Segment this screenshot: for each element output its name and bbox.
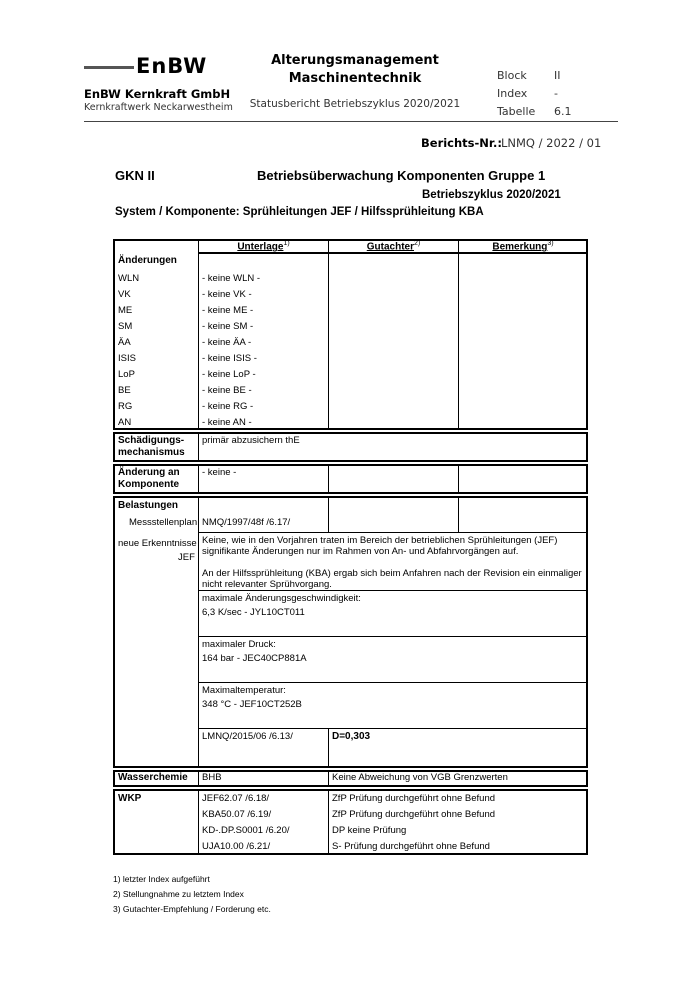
water-chemistry-value: BHB — [202, 772, 222, 783]
meta-value-tabelle: 6.1 — [554, 105, 572, 118]
title-line-1: Alterungsmanagement — [271, 53, 439, 68]
system-heading: System / Komponente: Sprühleitungen JEF / Hilfssprühleitung KBA — [115, 206, 484, 218]
damage-mechanism-label-2: mechanismus — [118, 447, 185, 458]
document-title — [240, 52, 470, 88]
component-change-block — [113, 464, 588, 494]
water-chemistry-label: Wasserchemie — [118, 772, 188, 783]
change-code: BE — [118, 385, 131, 396]
new-findings-label-2: JEF — [178, 552, 195, 563]
component-change-label-1: Änderung an — [118, 467, 180, 478]
max-temperature-label: Maximaltemperatur: — [202, 685, 286, 696]
change-value: - keine SM - — [202, 321, 254, 332]
change-value: - keine WLN - — [202, 273, 261, 284]
meta-value-block: II — [554, 69, 561, 82]
new-findings-text-2: An der Hilfssprühleitung (KBA) ergab sich beim Anfahren nach der Revision ein einmaliger nicht relevanter Sprühvorgang. — [202, 568, 582, 590]
logo-bar — [84, 66, 134, 69]
new-findings-text-1: Keine, wie in den Vorjahren traten im Bereich der betrieblichen Sprühleitungen (JEF) signifikante Änderungen nur im Rahmen von An- und Abfahrvorgängen auf. — [202, 535, 558, 557]
max-pressure-value: 164 bar - JEC40CP881A — [202, 653, 307, 664]
change-code: WLN — [118, 273, 140, 284]
change-value: - keine ME - — [202, 305, 254, 316]
plant-name: Kernkraftwerk Neckarwestheim — [84, 102, 233, 113]
wkp-result: S- Prüfung durchgeführt ohne Befund — [332, 841, 490, 852]
meta-label-index: Index — [497, 87, 528, 100]
change-code: SM — [118, 321, 133, 332]
change-code: AN — [118, 417, 132, 428]
meta-label-block: Block — [497, 69, 527, 82]
wkp-result: DP keine Prüfung — [332, 825, 407, 836]
column-header-unterlage: Unterlage$^{1)}$ — [237, 240, 290, 253]
max-rate-value: 6,3 K/sec - JYL10CT011 — [202, 607, 305, 618]
max-pressure-label: maximaler Druck: — [202, 639, 276, 650]
title-line-2: Maschinentechnik — [288, 71, 422, 86]
main-heading: Betriebsüberwachung Komponenten Gruppe 1 — [257, 168, 546, 183]
report-number: LNMQ / 2022 / 01 — [501, 136, 602, 150]
component-change-label-2: Komponente — [118, 479, 180, 490]
lnmq-reference: LMNQ/2015/06 /6.13/ — [202, 731, 293, 742]
footnote-1: 1) letzter Index aufgeführt — [113, 874, 210, 884]
change-code: ME — [118, 305, 133, 316]
header-divider — [84, 121, 618, 122]
change-code: LoP — [118, 369, 135, 380]
footnote-3: 3) Gutachter-Empfehlung / Forderung etc. — [113, 904, 271, 914]
report-number-label: Berichts-Nr.: — [421, 136, 502, 150]
damage-mechanism-label-1: Schädigungs- — [118, 435, 185, 446]
changes-block — [113, 239, 588, 430]
component-change-value: - keine - — [202, 467, 237, 478]
change-value: - keine VK - — [202, 289, 252, 300]
meta-label-tabelle: Tabelle — [497, 105, 536, 118]
cycle-heading: Betriebszyklus 2020/2021 — [422, 189, 561, 201]
measurement-plan-label: Messstellenplan — [129, 517, 198, 528]
water-chemistry-remark: Keine Abweichung von VGB Grenzwerten — [332, 772, 508, 783]
measurement-plan-value: NMQ/1997/48f /6.17/ — [202, 517, 291, 528]
column-header-bemerkung: Bemerkung$^{3)}$ — [492, 240, 554, 253]
change-code: RG — [118, 401, 133, 412]
wkp-label: WKP — [118, 793, 142, 804]
unit-name: GKN II — [115, 168, 155, 183]
loads-label: Belastungen — [118, 500, 179, 511]
wkp-result: ZfP Prüfung durchgeführt ohne Befund — [332, 809, 496, 820]
wkp-reference: JEF62.07 /6.18/ — [202, 793, 270, 804]
change-value: - keine ÄA - — [202, 337, 252, 348]
d-value: D=0,303 — [332, 731, 371, 742]
new-findings-label-1: neue Erkenntnisse — [118, 538, 197, 549]
wkp-reference: KBA50.07 /6.19/ — [202, 809, 272, 820]
wkp-reference: UJA10.00 /6.21/ — [202, 841, 271, 852]
column-header-gutachter: Gutachter$^{2)}$ — [366, 240, 421, 253]
damage-mechanism-value: primär abzusichern thE — [202, 435, 300, 446]
wkp-reference: KD-.DP.S0001 /6.20/ — [202, 825, 290, 836]
enbw-logo: EnBW — [136, 54, 208, 78]
max-temperature-value: 348 °C - JEF10CT252B — [202, 699, 302, 710]
change-value: - keine ISIS - — [202, 353, 257, 364]
change-code: VK — [118, 289, 131, 300]
status-report: Statusbericht Betriebszyklus 2020/2021 — [249, 98, 461, 110]
change-value: - keine LoP - — [202, 369, 256, 380]
change-value: - keine BE - — [202, 385, 252, 396]
change-code: ISIS — [118, 353, 136, 364]
meta-value-index: - — [554, 87, 558, 100]
change-value: - keine RG - — [202, 401, 254, 412]
footnote-2: 2) Stellungnahme zu letztem Index — [113, 889, 244, 899]
change-value: - keine AN - — [202, 417, 252, 428]
change-code: ÄA — [118, 337, 131, 348]
aenderungen-label: Änderungen — [118, 255, 177, 266]
company-name: EnBW Kernkraft GmbH — [84, 87, 231, 101]
max-rate-label: maximale Änderungsgeschwindigkeit: — [202, 593, 361, 604]
wkp-result: ZfP Prüfung durchgeführt ohne Befund — [332, 793, 496, 804]
